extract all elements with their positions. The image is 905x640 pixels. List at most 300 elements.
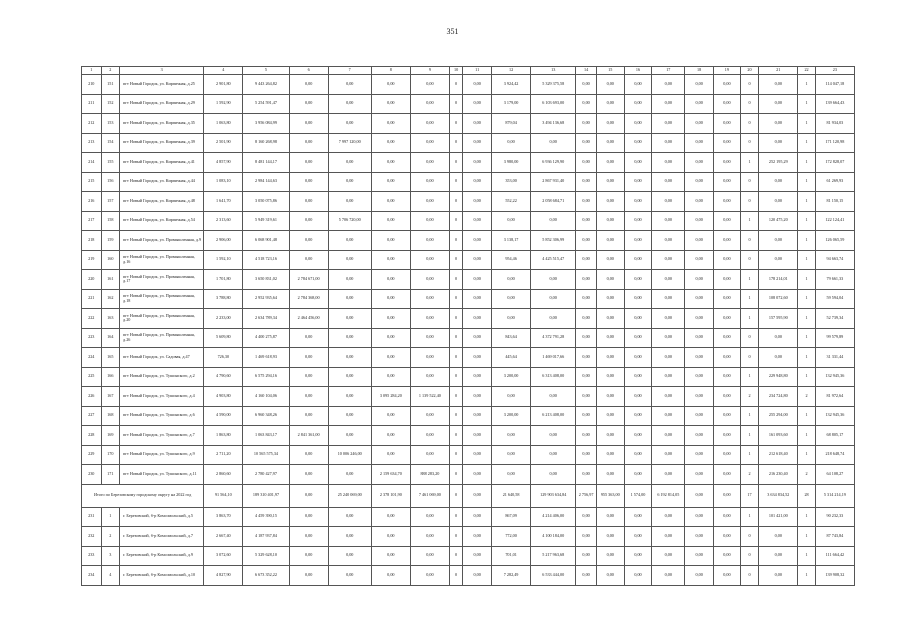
table-cell: 1 [798,270,815,290]
table-cell: 0,00 [463,211,492,231]
table-cell: 221 [82,289,102,309]
table-cell: 0,00 [685,348,714,368]
table-cell: 1 641,70 [204,192,243,212]
table-cell: 0,00 [596,94,624,114]
table-cell: 0,00 [652,309,685,329]
table-cell: 152 [101,94,120,114]
table-cell: 0 [740,94,759,114]
table-cell: 2 378 101,90 [371,484,410,507]
table-cell: 0 [449,133,462,153]
table-cell: 0,00 [371,270,410,290]
table-cell: 64 108,27 [815,465,854,485]
table-row [82,250,855,270]
table-cell: 2 756,97 [576,484,597,507]
table-cell: пгт Новый Городок, ул. Кирпичная, д.48 [120,192,204,212]
table-cell: 3 [120,67,204,75]
table-cell: 161 093,60 [759,426,798,446]
table-row [82,527,855,547]
table-cell: пгт Новый Городок, ул. Кирпичная, д.39 [120,133,204,153]
table-cell: 0,00 [576,192,597,212]
table-cell: 214 [82,153,102,173]
table-cell: 0,00 [624,406,652,426]
table-cell: 18 [685,67,714,75]
table-cell: 0,00 [410,250,449,270]
table-cell: 1 [798,348,815,368]
table-cell: 0,00 [714,250,741,270]
table-cell: 0,00 [410,367,449,387]
table-cell: 233 [82,546,102,566]
table-cell: 954,46 [492,250,531,270]
table-cell: 0,00 [410,507,449,527]
table-cell: 0,00 [596,172,624,192]
table-row [82,211,855,231]
table-cell: 0,00 [531,387,576,407]
table-row [82,348,855,368]
table-cell: пгт Новый Городок, ул. Кирпичная, д.35 [120,114,204,134]
table-cell: 2 906,00 [204,231,243,251]
table-cell: 111 664,42 [815,546,854,566]
table-cell: 0 [449,406,462,426]
table-cell: 0,00 [576,94,597,114]
table-cell: 0,00 [328,426,371,446]
table-cell: 0,00 [328,465,371,485]
table-cell: 0,00 [596,114,624,134]
table-cell: 1 701,80 [204,270,243,290]
table-cell: 726,30 [204,348,243,368]
table-cell: пгт Новый Городок, ул. Кирпичная, д.41 [120,153,204,173]
table-cell: 0,00 [596,153,624,173]
table-cell: 0,00 [328,172,371,192]
table-cell: 0,00 [714,367,741,387]
table-cell: 0,00 [652,348,685,368]
table-cell: 0,00 [410,94,449,114]
column-number-row [82,67,855,75]
table-cell: 3 924,42 [492,75,531,95]
table-cell: 0,00 [371,507,410,527]
table-cell: 1 [740,270,759,290]
table-cell: 0,00 [371,546,410,566]
table-cell: 14 [576,67,597,75]
table-cell: 22 [798,67,815,75]
table-cell: 0,00 [463,289,492,309]
table-cell: 0,00 [714,289,741,309]
table-cell: 165 [101,348,120,368]
table-cell: 151 [101,75,120,95]
table-cell: 843,64 [492,328,531,348]
table-cell: 0,00 [328,566,371,586]
table-cell: 0 [740,527,759,547]
table-cell: 0 [449,211,462,231]
table-cell: 0,00 [463,114,492,134]
table-cell: 2 [101,527,120,547]
table-cell: 0,00 [714,484,741,507]
table-cell: 0,00 [463,507,492,527]
table-cell: 1 [798,250,815,270]
table-cell: 0,00 [463,75,492,95]
table-cell: 159 [101,231,120,251]
table-cell: 0,00 [685,328,714,348]
table-cell: 0,00 [624,114,652,134]
table-cell: 0,00 [289,367,328,387]
table-cell: 2 313,60 [204,211,243,231]
table-cell: 1 863,80 [204,426,243,446]
table-cell: 157 [101,192,120,212]
table-cell: 108 072,60 [759,289,798,309]
table-cell: 59 594,04 [815,289,854,309]
table-cell: 0,00 [463,172,492,192]
table-cell: 0 [449,546,462,566]
table-cell: 0,00 [685,172,714,192]
table-cell: 0,00 [289,406,328,426]
table-cell: 0,00 [463,133,492,153]
table-cell: 0,00 [759,527,798,547]
table-cell: 0,00 [410,546,449,566]
table-cell: 2 867 931,40 [531,172,576,192]
table-cell: 13 [531,67,576,75]
table-cell: 2 901,80 [204,75,243,95]
table-cell: 0,00 [492,289,531,309]
table-cell: 2 984 144,63 [243,172,289,192]
table-cell: 0,00 [463,484,492,507]
table-cell: 0,00 [714,211,741,231]
table-cell: 1 469 618,93 [243,348,289,368]
table-cell: 216 [82,192,102,212]
table-cell: 6 575 294,16 [243,367,289,387]
table-cell: пгт Новый Городок, ул. Тушинского, д.2 [120,367,204,387]
table-cell: 0,00 [652,231,685,251]
table-cell: 169 [101,426,120,446]
table-cell: 0,00 [652,153,685,173]
table-cell: 0,00 [289,172,328,192]
table-cell: 4 100 184,00 [531,527,576,547]
table-cell: 0,00 [371,75,410,95]
table-cell: 0,00 [685,309,714,329]
table-cell: 0,00 [596,289,624,309]
table-cell: 10 006 246,00 [328,445,371,465]
table-cell: 0,00 [714,153,741,173]
table-cell: 2 841 361,00 [289,426,328,446]
table-cell: 0,00 [328,406,371,426]
table-cell: 6 213 408,00 [531,406,576,426]
table-cell: 0,00 [328,75,371,95]
table-cell: 2 784 671,00 [289,270,328,290]
table-cell: 0,00 [289,192,328,212]
table-cell: 0 [449,445,462,465]
table-cell: 0,00 [289,94,328,114]
table-cell: 129 903 634,84 [531,484,576,507]
table-cell: 0,00 [576,75,597,95]
table-row [82,192,855,212]
table-cell: 2 780 427,97 [243,465,289,485]
table-cell: 3 788,80 [204,289,243,309]
table-cell: 0,00 [531,309,576,329]
table-cell: 4 [101,566,120,586]
table-cell: 3 138,17 [492,231,531,251]
table-cell: 0 [740,133,759,153]
table-cell: 0 [449,192,462,212]
table-cell: 211 [82,94,102,114]
table-cell: 0 [740,328,759,348]
table-cell: 0,00 [576,250,597,270]
table-cell: 0,00 [714,133,741,153]
table-cell: 0,00 [652,406,685,426]
table-cell: 0,00 [410,566,449,586]
table-cell: 772,00 [492,527,531,547]
table-cell: 28 [798,484,815,507]
table-cell: 0,00 [624,465,652,485]
table-cell: 0,00 [624,328,652,348]
table-cell: 1 [798,211,815,231]
table-cell: 156 [101,172,120,192]
table-cell: 0,00 [624,250,652,270]
table-cell: 0,00 [685,250,714,270]
table-cell: 19 [714,67,741,75]
table-cell: 0 [449,426,462,446]
table-cell: 163 [101,309,120,329]
table-cell: г. Березовский, б-р Комсомольский, д.5 [120,507,204,527]
table-cell: 0,00 [596,133,624,153]
table-cell: 6 313 408,00 [531,367,576,387]
table-cell: 0,00 [576,546,597,566]
table-cell: 5 609,80 [204,328,243,348]
table-cell: 0,00 [685,133,714,153]
table-cell: 0 [449,172,462,192]
table-cell: 171 120,98 [815,133,854,153]
table-cell: 0,00 [685,465,714,485]
table-cell: 0,00 [531,133,576,153]
table-cell: 0,00 [652,328,685,348]
table-cell: 120 475,20 [759,211,798,231]
table-cell: 0,00 [576,566,597,586]
table-cell: 0,00 [371,367,410,387]
table-cell: 0,00 [596,406,624,426]
table-cell: 1 [798,445,815,465]
table-cell: 0,00 [685,445,714,465]
table-cell: 7 461 069,00 [410,484,449,507]
table-cell: 0,00 [463,348,492,368]
table-cell: 2 711,20 [204,445,243,465]
table-cell: 0 [740,348,759,368]
table-cell: 0,00 [596,348,624,368]
table-cell: 0 [449,328,462,348]
table-cell: 1 [798,406,815,426]
table-cell: 0,00 [714,75,741,95]
table-cell: 2 634 789,34 [243,309,289,329]
table-cell: 0,00 [714,507,741,527]
table-cell: 1 [798,75,815,95]
table-cell: 0,00 [685,153,714,173]
table-cell: 20 [740,67,759,75]
table-cell: 0,00 [759,192,798,212]
table-cell: 2 233,00 [204,309,243,329]
table-cell: 0,00 [624,367,652,387]
table-cell: 0,00 [576,270,597,290]
table-cell: 126 065,59 [815,231,854,251]
table-cell: пгт Новый Городок, ул. Тушинского, д.7 [120,426,204,446]
table-cell: пгт Новый Городок, ул. Кирпичная, д.44 [120,172,204,192]
table-cell: пгт Новый Городок, ул. Кирпичная, д.29 [120,94,204,114]
table-cell: 9 [410,67,449,75]
table-cell: 0,00 [714,270,741,290]
table-cell: 353,00 [492,172,531,192]
table-cell: 5 217 963,68 [531,546,576,566]
table-cell: 0,00 [759,231,798,251]
table-cell: пгт Новый Городок, ул. Промышленная, д.9 [120,231,204,251]
table-cell: 0,00 [328,348,371,368]
table-cell: 0,00 [685,566,714,586]
table-cell: 99 579,89 [815,328,854,348]
table-cell: 5 706 720,00 [328,211,371,231]
table-cell: 0,00 [596,309,624,329]
table-cell: 0,00 [371,94,410,114]
table-cell: 0,00 [410,153,449,173]
table-cell: 94 663,74 [815,250,854,270]
table-cell: 0,00 [624,75,652,95]
table-cell: 955 363,00 [596,484,624,507]
table-cell: 0 [449,75,462,95]
table-cell: 4 857,90 [204,153,243,173]
table-cell: 0,00 [624,289,652,309]
table-cell: 0 [449,270,462,290]
table-cell: 4 425 515,47 [531,250,576,270]
table-cell: 0,00 [714,566,741,586]
table-cell: 234 [82,566,102,586]
table-cell: 0,00 [410,348,449,368]
table-cell: 0,00 [652,172,685,192]
table-cell: 0,00 [685,387,714,407]
table-cell: 0,00 [492,445,531,465]
table-cell: 12 [492,67,531,75]
table-cell: 1 [798,566,815,586]
table-cell: 0,00 [463,309,492,329]
table-cell: 0 [449,309,462,329]
table-cell: 8 481 144,17 [243,153,289,173]
table-row [82,270,855,290]
table-cell: 217 [82,211,102,231]
table-cell: 0 [449,387,462,407]
table-cell: 9 443 264,82 [243,75,289,95]
table-cell: 0,00 [371,406,410,426]
table-cell: 0,00 [371,211,410,231]
table-cell: 0,00 [410,527,449,547]
table-cell: 0 [449,289,462,309]
table-cell: 1 592,10 [204,250,243,270]
table-cell: 0,00 [714,309,741,329]
table-cell: 0,00 [652,387,685,407]
table-cell: 0,00 [328,250,371,270]
table-cell: 21 640,58 [492,484,531,507]
table-cell: 2 [740,387,759,407]
table-cell: 0,00 [463,192,492,212]
table-cell: пгт Новый Городок, ул. Промышленная, д.18 [120,289,204,309]
table-cell: 0,00 [624,546,652,566]
table-cell: 5 329 628,10 [243,546,289,566]
table-cell: 160 [101,250,120,270]
table-cell: 0,00 [714,172,741,192]
table-cell: 216 230,40 [759,465,798,485]
table-cell: 225 [82,367,102,387]
table-cell: г. Березовский, б-р Комсомольский, д.7 [120,527,204,547]
table-cell: 0 [449,114,462,134]
table-cell: 2 [101,67,120,75]
table-cell: 0,00 [714,426,741,446]
table-cell: 219 [82,250,102,270]
table-cell: 0,00 [328,231,371,251]
table-cell: 0,00 [596,546,624,566]
table-row [82,94,855,114]
table-cell: 0,00 [371,192,410,212]
table-cell: 0,00 [463,445,492,465]
table-cell: 0,00 [685,546,714,566]
table-cell: 6 533 444,00 [531,566,576,586]
table-cell: 0,00 [492,387,531,407]
table-cell: пгт Новый Городок, ул. Промышленная, д.16 [120,250,204,270]
table-cell: 0,00 [714,546,741,566]
table-cell: 0,00 [371,114,410,134]
table-cell: 155 [101,153,120,173]
table-cell: 0,00 [714,445,741,465]
table-cell: 0 [449,484,462,507]
table-cell: 1 [740,289,759,309]
table-cell: 2 [798,387,815,407]
table-cell: 4 903,80 [204,387,243,407]
table-cell: 1 [798,527,815,547]
table-cell: 0,00 [624,192,652,212]
table-cell: 228 [82,426,102,446]
table-cell: 0,00 [652,250,685,270]
table-cell: 2 860,60 [204,465,243,485]
table-cell: 3 050 075,86 [243,192,289,212]
table-cell: 2 667,40 [204,527,243,547]
table-cell: 0,00 [410,211,449,231]
table-row [82,367,855,387]
table-cell: 0,00 [714,465,741,485]
table-cell: 3 494 136,68 [531,114,576,134]
table-cell: 132 945,36 [815,367,854,387]
table-cell: 0,00 [410,231,449,251]
table-cell: 0,00 [759,94,798,114]
table-cell: 157 595,90 [759,309,798,329]
table-cell: пгт Новый Городок, ул. Тушинского, д.6 [120,406,204,426]
table-cell: 6 [289,67,328,75]
table-cell: 0,00 [652,527,685,547]
table-cell: 0 [449,94,462,114]
table-cell: 0 [740,250,759,270]
table-cell: 7 997 120,00 [328,133,371,153]
table-cell: 0,00 [410,172,449,192]
table-row [82,172,855,192]
total-label: Итого по Березовскому городскому округу на 2022 год [82,484,204,507]
table-cell: 1 [82,67,102,75]
table-cell: 6 068 901,48 [243,231,289,251]
table-cell: 2 464 456,00 [289,309,328,329]
table-cell: 0,00 [685,484,714,507]
table-cell: 0,00 [289,527,328,547]
table-cell: 0,00 [492,426,531,446]
table-cell: 0 [740,231,759,251]
table-cell: г. Березовский, б-р Комсомольский, д.9 [120,546,204,566]
table-cell: 0,00 [685,211,714,231]
table-cell: 252 195,29 [759,153,798,173]
table-cell: 0,00 [463,270,492,290]
table-cell: 17 [652,67,685,75]
table-row [82,426,855,446]
table-cell: 0,00 [492,270,531,290]
table-cell: 0,00 [714,114,741,134]
housing-repair-table [81,66,855,586]
table-cell: 0,00 [576,367,597,387]
table-cell: 0,00 [652,566,685,586]
